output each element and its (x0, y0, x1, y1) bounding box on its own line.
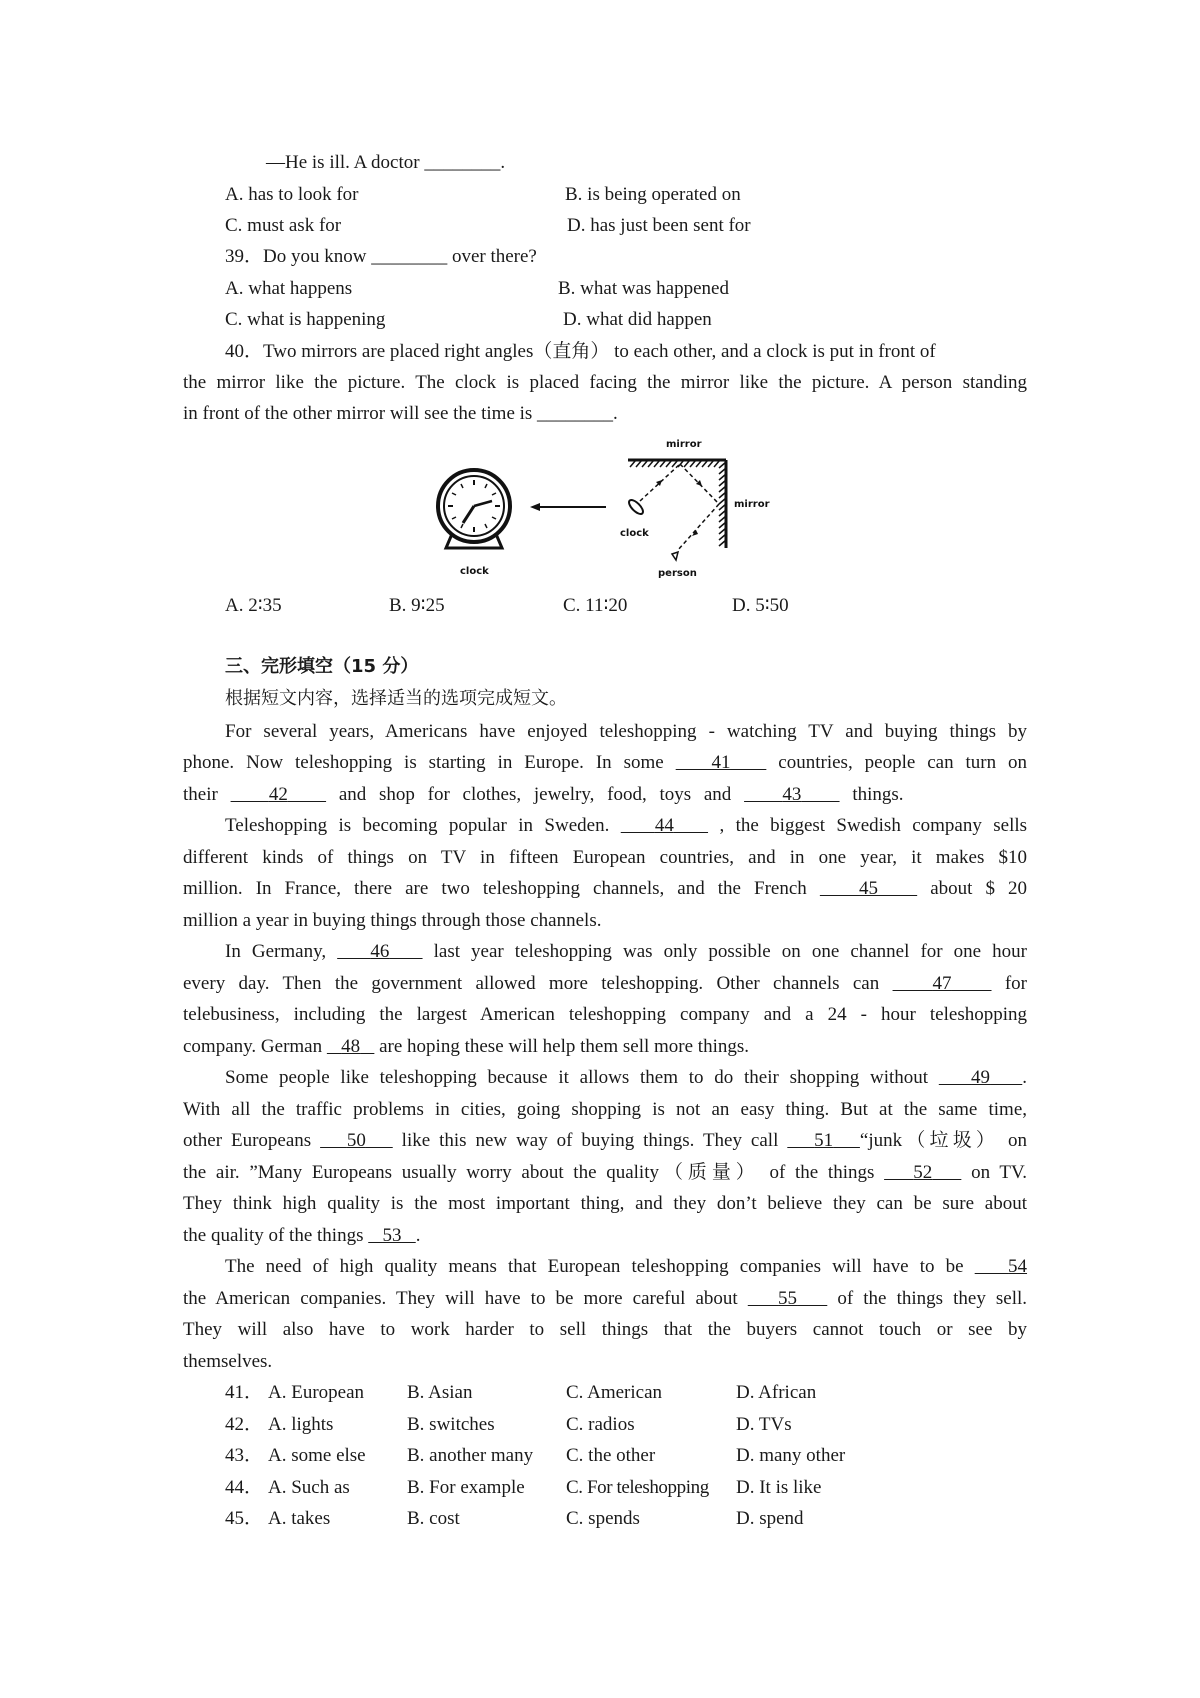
choice-c: C. the other (566, 1445, 656, 1466)
blank-41: 41 (711, 752, 731, 773)
passage-line: million. In France, there are two teleshopping channels, and the French 45 about $ 20 (183, 878, 1028, 899)
top-mirror-label: mirror (666, 439, 702, 450)
blank-53: 53 (382, 1225, 402, 1246)
blank-52: 52 (913, 1162, 933, 1183)
small-clock-icon (627, 498, 645, 516)
choice-c: C. radios (566, 1414, 635, 1435)
choice-number: 45． (225, 1508, 264, 1529)
q40-line-2: the mirror like the picture. The clock is placed facing the mirror like the picture. A person standing (183, 372, 1027, 393)
passage-line: telebusiness, including the largest American teleshopping company and a 24 - hour teleshopping (183, 1004, 1027, 1025)
q38-option-a: A. has to look for (225, 184, 359, 205)
section-instruction: 根据短文内容，选择适当的选项完成短文。 (225, 688, 567, 709)
passage-line: other Europeans 50 like this new way of buying things. They call 51 “junk（垃圾） on (183, 1130, 1028, 1151)
passage-line: They think high quality is the most important thing, and they don’t believe they can be sure about (183, 1193, 1027, 1214)
passage-line: the air. ”Many Europeans usually worry about the quality（质量） of the things 52 on TV. (183, 1162, 1028, 1183)
choice-number: 44． (225, 1477, 264, 1498)
choice-b: B. Asian (407, 1382, 473, 1403)
blank-51: 51 (814, 1130, 834, 1151)
choice-d: D. It is like (736, 1477, 822, 1498)
choice-b: B. cost (407, 1508, 460, 1529)
choice-number: 41． (225, 1382, 264, 1403)
passage-line: million a year in buying things through those channels. (183, 910, 602, 931)
choice-b: B. another many (407, 1445, 534, 1466)
passage-line: the quality of the things 53 . (183, 1225, 421, 1246)
q38-answer-line: —He is ill. A doctor ________. (266, 152, 506, 173)
choice-d: D. African (736, 1382, 817, 1403)
passage-line: In Germany, 46 last year teleshopping was only possible on one channel for one hour (225, 941, 1027, 962)
section-title: 三、完形填空（15 分） (225, 656, 419, 677)
choice-a: A. takes (268, 1508, 331, 1529)
choice-b: B. For example (407, 1477, 525, 1498)
choice-number: 42． (225, 1414, 264, 1435)
light-path (640, 464, 719, 550)
q40-line-1: 40．Two mirrors are placed right angles（直角） to each other, and a clock is put in front of (225, 341, 936, 362)
choice-d: D. TVs (736, 1414, 792, 1435)
blank-49: 49 (971, 1067, 991, 1088)
choice-a: A. Such as (268, 1477, 350, 1498)
choice-d: D. spend (736, 1508, 804, 1529)
choice-number: 43． (225, 1445, 264, 1466)
right-mirror (719, 460, 726, 548)
choice-c: C. spends (566, 1508, 640, 1529)
passage-line: With all the traffic problems in cities, going shopping is not an easy thing. But at the same time, (183, 1099, 1027, 1120)
passage-line: their 42 and shop for clothes, jewelry, food, toys and 43 things. (183, 784, 904, 805)
q40-option-d: D. 5∶50 (732, 595, 789, 616)
blank-44: 44 (654, 815, 674, 836)
q38-option-c: C. must ask for (225, 215, 342, 236)
passage-line: company. German 48 are hoping these will help them sell more things. (183, 1036, 750, 1057)
passage-line: Teleshopping is becoming popular in Sweden. 44 , the biggest Swedish company sells (225, 815, 1028, 836)
q40-option-a: A. 2∶35 (225, 595, 282, 616)
choice-a: A. some else (268, 1445, 366, 1466)
blank-50: 50 (346, 1130, 366, 1151)
q39-option-d: D. what did happen (563, 309, 712, 330)
blank-45: 45 (859, 878, 879, 899)
passage-line: the American companies. They will have to be more careful about 55 of the things they sell. (183, 1288, 1028, 1309)
q40-option-b: B. 9∶25 (389, 595, 445, 616)
blank-43: 43 (782, 784, 802, 805)
blank-54: 54 (1008, 1256, 1028, 1277)
choice-b: B. switches (407, 1414, 495, 1435)
choice-c: C. For teleshopping (566, 1477, 709, 1498)
small-clock-label: clock (620, 528, 649, 539)
q39-option-a: A. what happens (225, 278, 353, 299)
person-label: person (658, 568, 697, 579)
choice-a: A. lights (268, 1414, 334, 1435)
mirror-diagram (430, 434, 790, 584)
passage-line: different kinds of things on TV in fifteen European countries, and in one year, it makes $10 (183, 847, 1027, 868)
big-clock-label: clock (460, 566, 489, 577)
person-icon (672, 552, 678, 560)
passage-line: The need of high quality means that European teleshopping companies will have to be 54 (225, 1256, 1028, 1277)
right-mirror-label: mirror (734, 499, 770, 510)
q39-option-b: B. what was happened (558, 278, 729, 299)
passage-line: themselves. (183, 1351, 273, 1372)
q38-option-d: D. has just been sent for (567, 215, 751, 236)
blank-42: 42 (268, 784, 288, 805)
passage-line: phone. Now teleshopping is starting in Europe. In some 41 countries, people can turn on (183, 752, 1028, 773)
passage-line: For several years, Americans have enjoyed teleshopping - watching TV and buying things by (225, 721, 1027, 742)
blank-47: 47 (932, 973, 952, 994)
q38-option-b: B. is being operated on (565, 184, 741, 205)
q39-stem: 39．Do you know ________ over there? (225, 246, 537, 267)
choice-c: C. American (566, 1382, 663, 1403)
blank-55: 55 (778, 1288, 798, 1309)
left-arrow-icon (530, 503, 606, 511)
passage-line: every day. Then the government allowed more teleshopping. Other channels can 47 for (183, 973, 1027, 994)
choice-a: A. European (268, 1382, 365, 1403)
blank-46: 46 (370, 941, 390, 962)
q39-option-c: C. what is happening (225, 309, 386, 330)
passage-line: Some people like teleshopping because it allows them to do their shopping without 49 . (225, 1067, 1028, 1088)
blank-48: 48 (341, 1036, 361, 1057)
choice-d: D. many other (736, 1445, 846, 1466)
passage-line: They will also have to work harder to sell things that the buyers cannot touch or see by (183, 1319, 1027, 1340)
q40-option-c: C. 11∶20 (563, 595, 628, 616)
clock-icon (438, 470, 510, 548)
q40-line-3: in front of the other mirror will see the time is ________. (183, 403, 618, 424)
